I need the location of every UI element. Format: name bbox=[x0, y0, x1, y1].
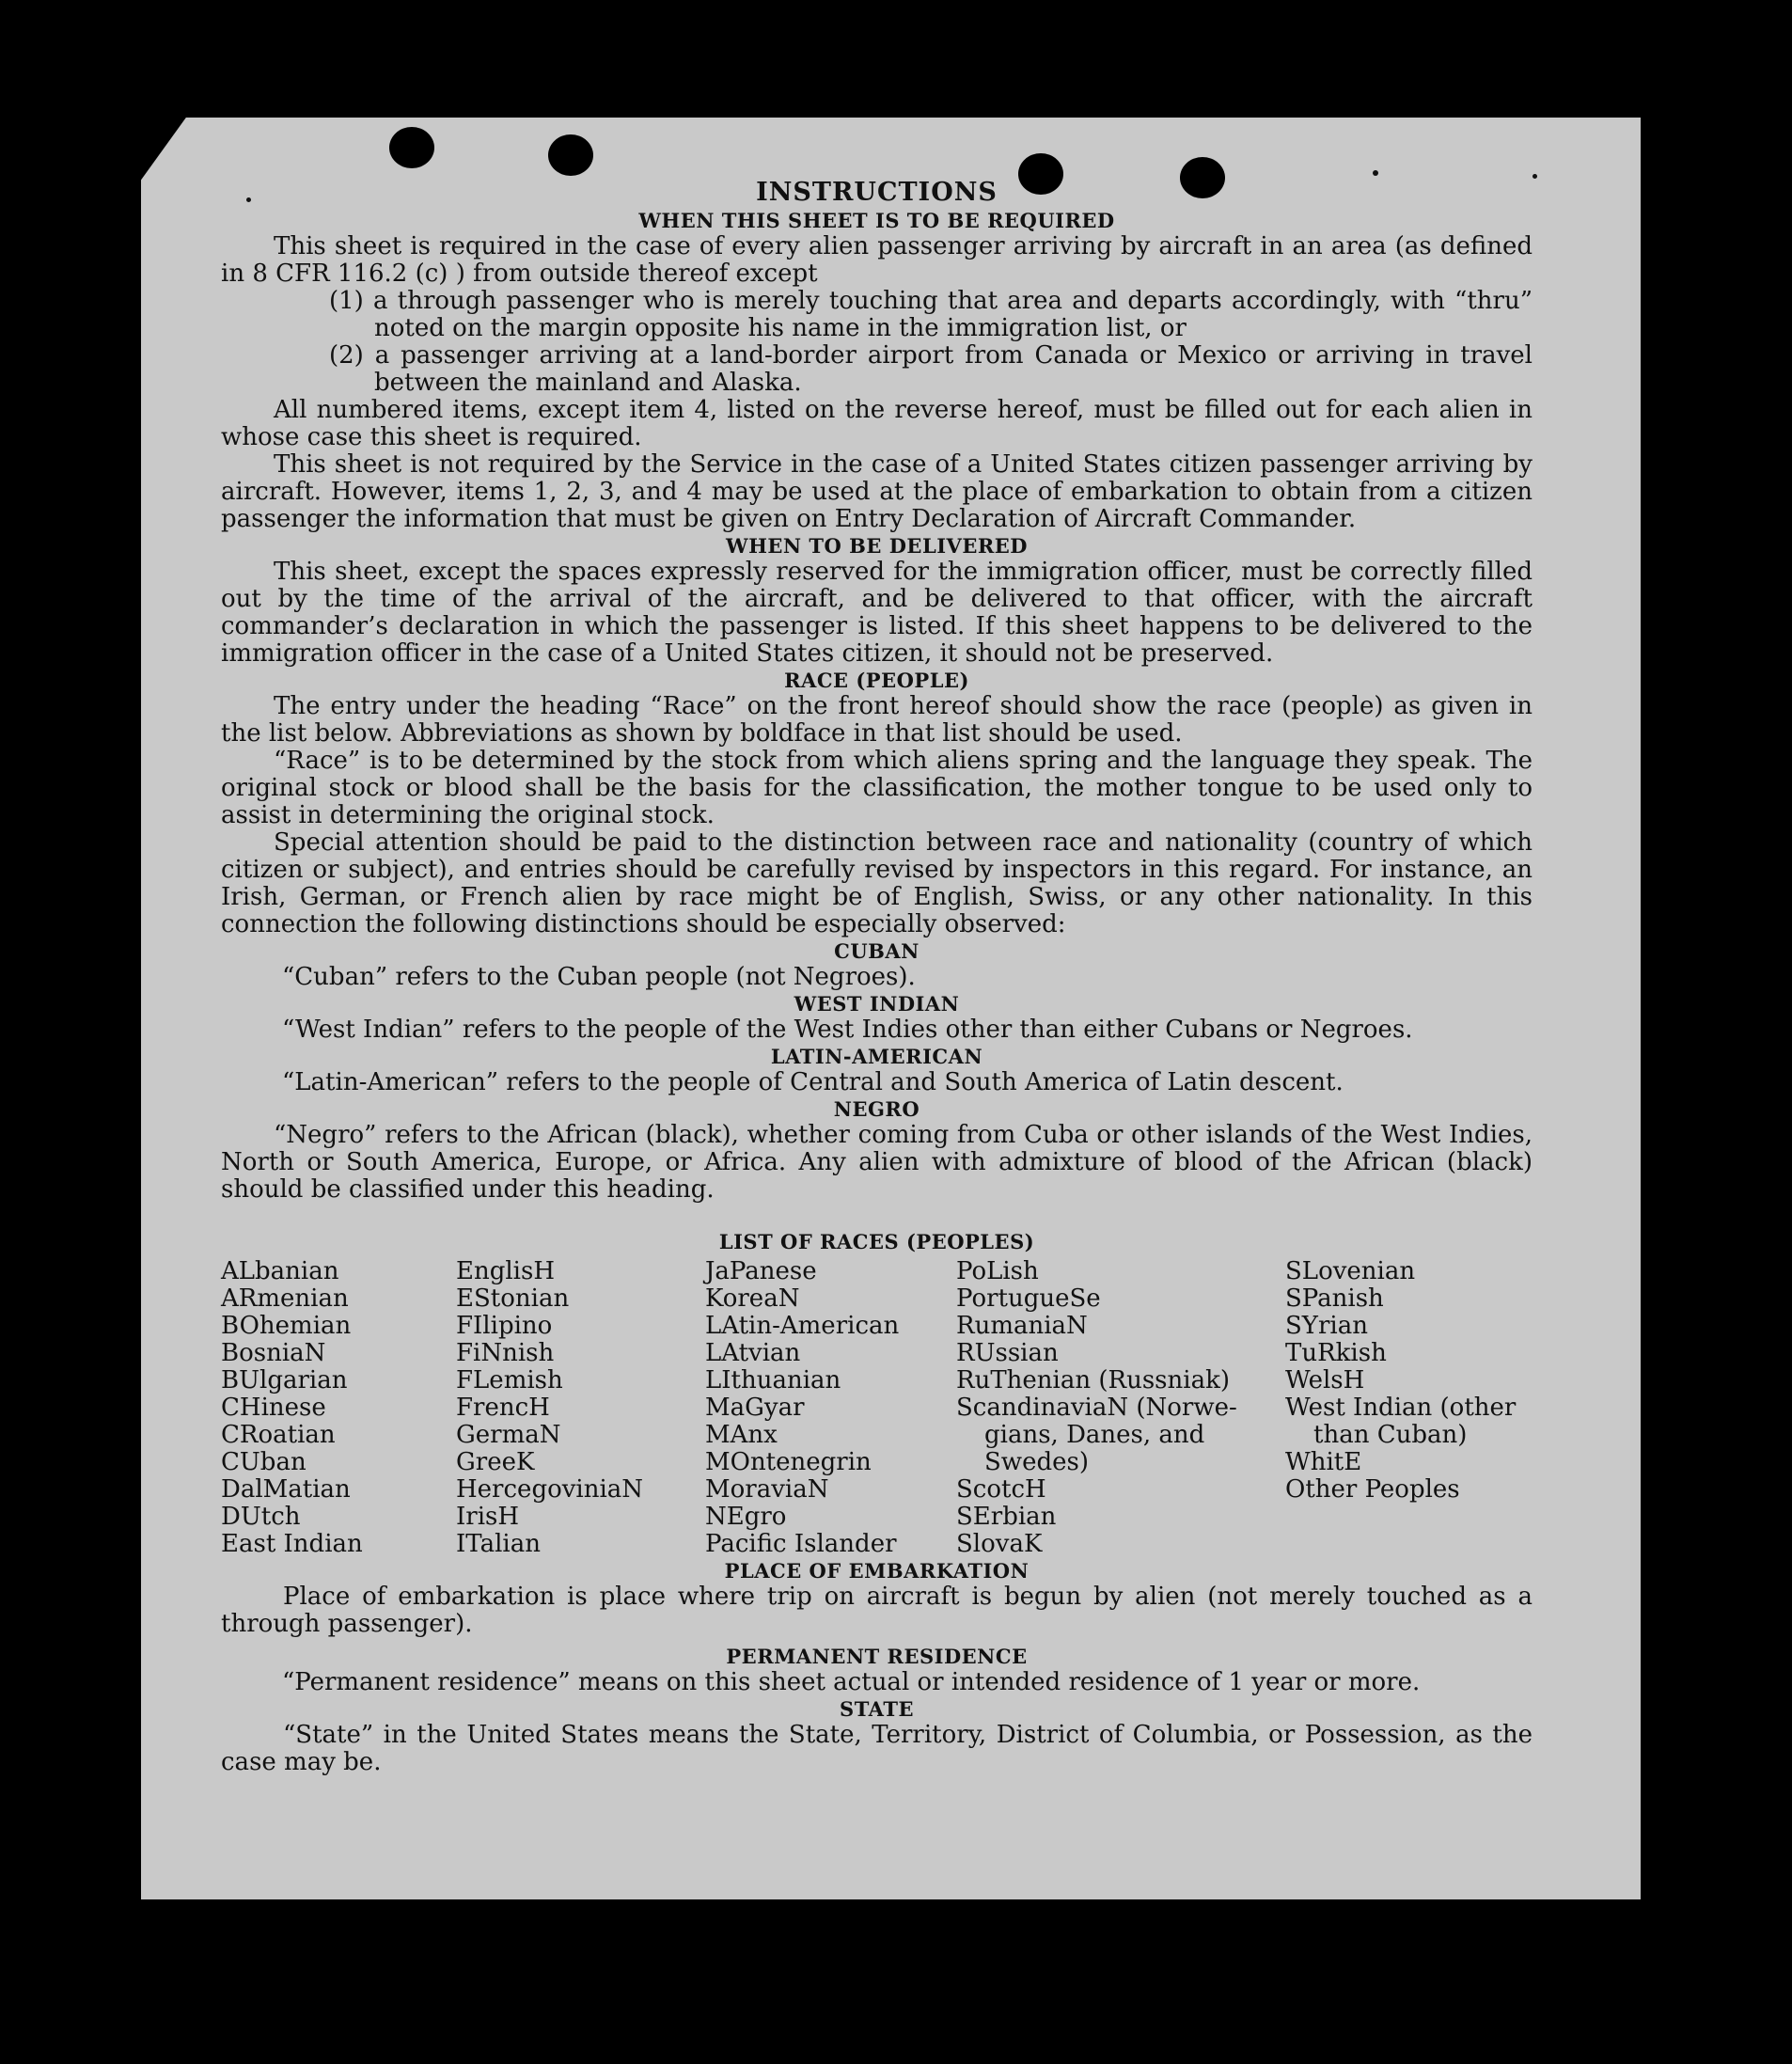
race-entry: GermaN bbox=[456, 1421, 561, 1449]
races-column-3 bbox=[705, 1258, 956, 1558]
section-title-when-delivered: WHEN TO BE DELIVERED bbox=[725, 534, 1028, 558]
race-entry: CHinese bbox=[221, 1394, 326, 1422]
race-entry: MAnx bbox=[705, 1421, 778, 1449]
races-column-1 bbox=[221, 1258, 456, 1558]
race-entry: CRoatian bbox=[221, 1421, 336, 1449]
exception-item-1: (1) a through passenger who is merely touching that area and departs accordingly, with “thru” noted on the margin opposite his name in the immigration list, or bbox=[329, 287, 1533, 342]
race-entry: HercegoviniaN bbox=[456, 1475, 644, 1504]
section-title-embarkation: PLACE OF EMBARKATION bbox=[724, 1559, 1030, 1583]
race-entry: DalMatian bbox=[221, 1475, 351, 1504]
race-entry: WelsH bbox=[1285, 1366, 1365, 1394]
paragraph: This sheet is required in the case of every alien passenger arriving by aircraft in an area (as defined in 8 CFR 116.2 (c) ) from outside thereof except bbox=[221, 232, 1533, 288]
race-entry: SPanish bbox=[1285, 1284, 1384, 1313]
race-entry: KoreaN bbox=[705, 1284, 800, 1313]
section-title-negro: NEGRO bbox=[833, 1097, 920, 1121]
race-entry: RuThenian (Russniak) bbox=[956, 1366, 1230, 1394]
definition-west-indian: “West Indian” refers to the people of the West Indies other than either Cubans or Negroes. bbox=[282, 1016, 1413, 1044]
definition-cuban: “Cuban” refers to the Cuban people (not Negroes). bbox=[282, 963, 916, 991]
race-entry: SLovenian bbox=[1285, 1257, 1416, 1285]
race-entry: West Indian (other bbox=[1285, 1394, 1517, 1422]
speck bbox=[1533, 174, 1537, 179]
race-entry: EStonian bbox=[456, 1284, 570, 1313]
race-entry: SYrian bbox=[1285, 1312, 1368, 1340]
instructions-text bbox=[221, 179, 1533, 1776]
race-entry: Pacific Islander bbox=[705, 1530, 897, 1558]
race-entry: PoLish bbox=[956, 1257, 1039, 1285]
race-entry: GreeK bbox=[456, 1448, 535, 1476]
section-title-cuban: CUBAN bbox=[834, 939, 920, 963]
race-entry: SlovaK bbox=[956, 1530, 1043, 1558]
race-entry: EnglisH bbox=[456, 1257, 556, 1285]
race-entry: Other Peoples bbox=[1285, 1475, 1460, 1504]
race-entry: CUban bbox=[221, 1448, 307, 1476]
paragraph: “Race” is to be determined by the stock from which aliens spring and the language they speak. The original stock or blood shall be the basis for the classification, the mother tongue to be used only to assist in determining the original stock. bbox=[221, 747, 1533, 829]
race-entry: MoraviaN bbox=[705, 1475, 829, 1504]
race-entry: FLemish bbox=[456, 1366, 563, 1394]
paragraph: This sheet, except the spaces expressly reserved for the immigration officer, must be correctly filled out by the time of the arrival of the aircraft, and be delivered to that officer, with the aircraft commander’s declaration in which the passenger is listed. If this sheet happens to be delivered to the immigration officer in the case of a United States citizen, it should not be preserved. bbox=[221, 558, 1533, 668]
race-entry: East Indian bbox=[221, 1530, 363, 1558]
race-entry: BOhemian bbox=[221, 1312, 352, 1340]
races-column-4 bbox=[956, 1258, 1285, 1558]
definition-embarkation: Place of embarkation is place where trip on aircraft is begun by alien (not merely touched as a through passenger). bbox=[221, 1583, 1533, 1638]
race-entry: LAtin-American bbox=[705, 1312, 900, 1340]
race-entry: ScandinaviaN (Norwe- bbox=[956, 1394, 1237, 1422]
race-entry: WhitE bbox=[1285, 1448, 1362, 1476]
race-entry-continuation: Swedes) bbox=[984, 1448, 1089, 1476]
definition-negro: “Negro” refers to the African (black), whether coming from Cuba or other islands of the West Indies, North or South America, Europe, or Africa. Any alien with admixture of blood of the African (black) should be classified under this heading. bbox=[221, 1121, 1533, 1204]
section-title-west-indian: WEST INDIAN bbox=[794, 992, 960, 1016]
punch-hole bbox=[389, 127, 434, 168]
race-entry: MaGyar bbox=[705, 1394, 805, 1422]
race-entry: TuRkish bbox=[1285, 1339, 1387, 1367]
race-entry: DUtch bbox=[221, 1503, 301, 1531]
paragraph: The entry under the heading “Race” on the front hereof should show the race (people) as given in the list below. Abbreviations as shown by boldface in that list should be used. bbox=[221, 692, 1533, 748]
race-entry: JaPanese bbox=[705, 1257, 817, 1285]
section-title-latin-american: LATIN-AMERICAN bbox=[770, 1045, 983, 1068]
race-entry-continuation: than Cuban) bbox=[1313, 1421, 1468, 1449]
section-title-when-required: WHEN THIS SHEET IS TO BE REQUIRED bbox=[638, 209, 1115, 232]
race-entry: ALbanian bbox=[221, 1257, 339, 1285]
section-title-state: STATE bbox=[840, 1697, 914, 1721]
definition-state: “State” in the United States means the State, Territory, District of Columbia, or Possession, as the case may be. bbox=[221, 1721, 1533, 1776]
punch-hole bbox=[548, 134, 593, 176]
race-entry: IrisH bbox=[456, 1503, 520, 1531]
race-entry: RUssian bbox=[956, 1339, 1059, 1367]
section-title-list-of-races: LIST OF RACES (PEOPLES) bbox=[718, 1230, 1035, 1253]
section-title-permanent-residence: PERMANENT RESIDENCE bbox=[726, 1645, 1028, 1668]
speck bbox=[1373, 170, 1378, 176]
race-entry: ITalian bbox=[456, 1530, 541, 1558]
page-title: INSTRUCTIONS bbox=[756, 178, 998, 207]
race-entry: LIthuanian bbox=[705, 1366, 841, 1394]
race-entry: PortugueSe bbox=[956, 1284, 1101, 1313]
paragraph: This sheet is not required by the Service in the case of a United States citizen passenger arriving by aircraft. However, items 1, 2, 3, and 4 may be used at the place of embarkation to obtain from a citizen passenger the information that must be given on Entry Declaration of Aircraft Commander. bbox=[221, 450, 1533, 533]
race-entry: ARmenian bbox=[221, 1284, 349, 1313]
definition-latin-american: “Latin-American” refers to the people of Central and South America of Latin descent. bbox=[282, 1068, 1344, 1096]
race-entry: LAtvian bbox=[705, 1339, 801, 1367]
exception-item-2: (2) a passenger arriving at a land-border airport from Canada or Mexico or arriving in travel between the mainland and Alaska. bbox=[329, 341, 1533, 397]
paragraph: Special attention should be paid to the distinction between race and nationality (country of which citizen or subject), and entries should be carefully revised by inspectors in this regard. For instance, an Irish, German, or French alien by race might be of English, Swiss, or any other nationality. In this connection the following distinctions should be especially observed: bbox=[221, 828, 1533, 938]
race-entry: BUlgarian bbox=[221, 1366, 348, 1394]
paragraph: All numbered items, except item 4, listed on the reverse hereof, must be filled out for each alien in whose case this sheet is required. bbox=[221, 396, 1533, 451]
races-list bbox=[221, 1258, 1533, 1558]
race-entry: SErbian bbox=[956, 1503, 1057, 1531]
section-title-race: RACE (PEOPLE) bbox=[784, 669, 969, 692]
race-entry: FIlipino bbox=[456, 1312, 553, 1340]
definition-permanent-residence: “Permanent residence” means on this sheet actual or intended residence of 1 year or more. bbox=[282, 1668, 1421, 1696]
race-entry: BosniaN bbox=[221, 1339, 326, 1367]
races-column-5 bbox=[1285, 1258, 1533, 1558]
race-entry: FiNnish bbox=[456, 1339, 555, 1367]
races-column-2 bbox=[456, 1258, 705, 1558]
race-entry: FrencH bbox=[456, 1394, 550, 1422]
race-entry: RumaniaN bbox=[956, 1312, 1088, 1340]
race-entry: MOntenegrin bbox=[705, 1448, 872, 1476]
race-entry-continuation: gians, Danes, and bbox=[984, 1421, 1205, 1449]
race-entry: ScotcH bbox=[956, 1475, 1046, 1504]
race-entry: NEgro bbox=[705, 1503, 787, 1531]
